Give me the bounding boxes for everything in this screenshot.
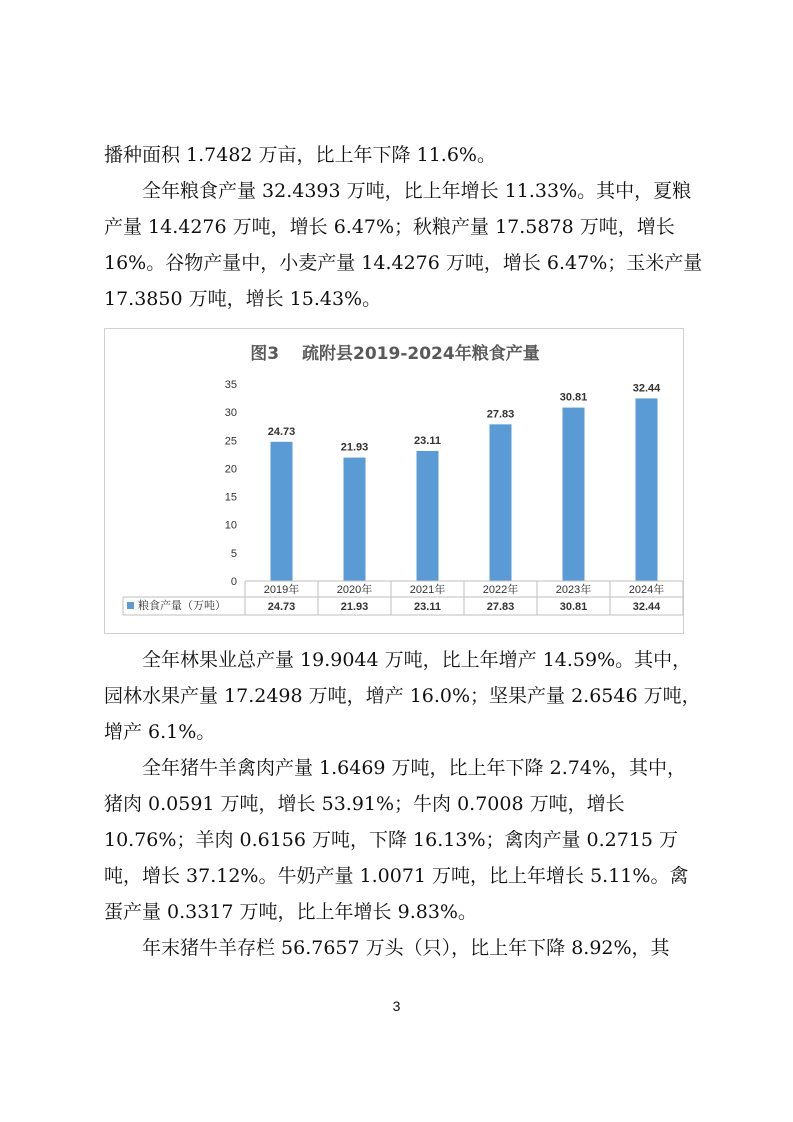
table-value: 32.44 xyxy=(632,601,661,613)
bar-2020 xyxy=(344,458,366,581)
table-value: 27.83 xyxy=(486,601,515,613)
y-tick-label: 20 xyxy=(224,463,237,476)
paragraph-meat-output: 全年猪牛羊禽肉产量 1.6469 万吨，比上年下降 2.74%，其中，猪肉 0.0591 万吨，增长 53.91%；牛肉 0.7008 万吨，增长 10.76%；羊肉 0.6156 万吨，下降 16.13%；禽肉产量 0.2715 万吨，增长 37.12%。牛奶产量 1.0071 万吨，比上年增长 5.11%。禽蛋产量 0.3317 万吨，比上年增长 9.83%。 xyxy=(104,757,689,923)
x-tick-label: 2022年 xyxy=(482,584,519,596)
data-label: 24.73 xyxy=(267,425,296,438)
x-tick-label: 2021年 xyxy=(409,584,446,596)
bar-2024 xyxy=(636,398,658,581)
paragraph-grain-output: 全年粮食产量 32.4393 万吨，比上年增长 11.33%。其中，夏粮产量 14.4276 万吨，增长 6.47%；秋粮产量 17.5878 万吨，增长 16%。谷物产量中，小麦产量 14.4276 万吨，增长 6.47%；玉米产量 17.3850 万吨，增长 15.43%。 xyxy=(104,180,703,310)
bar-2022 xyxy=(490,424,512,581)
data-label: 32.44 xyxy=(632,382,661,395)
y-tick-label: 0 xyxy=(230,576,237,588)
y-tick-label: 35 xyxy=(224,379,237,391)
y-tick-label: 5 xyxy=(230,547,237,560)
table-value: 21.93 xyxy=(340,601,369,613)
data-label: 21.93 xyxy=(340,441,369,454)
bar-2023 xyxy=(563,408,585,581)
table-value: 24.73 xyxy=(267,601,296,613)
page-number: 3 xyxy=(392,998,401,1014)
y-tick-label: 10 xyxy=(224,519,237,532)
x-tick-label: 2024年 xyxy=(628,584,665,596)
table-value: 23.11 xyxy=(414,601,441,613)
paragraph-sown-area: 播种面积 1.7482 万亩，比上年下降 11.6%。 xyxy=(104,144,496,166)
chart-title: 图3 疏附县2019-2024年粮食产量 xyxy=(250,344,540,364)
legend-swatch xyxy=(127,602,134,609)
paragraph-livestock-stock: 年末猪牛羊存栏 56.7657 万头（只），比上年下降 8.92%，其 xyxy=(142,937,670,959)
data-label: 23.11 xyxy=(414,434,441,447)
x-tick-label: 2020年 xyxy=(336,584,373,596)
data-label: 27.83 xyxy=(486,408,515,421)
data-label: 30.81 xyxy=(559,391,588,404)
y-tick-label: 30 xyxy=(224,407,237,420)
bar-2019 xyxy=(271,442,293,581)
table-value: 30.81 xyxy=(559,601,588,613)
chart-canvas xyxy=(105,329,685,635)
legend-series-name: 粮食产量（万吨） xyxy=(138,600,226,612)
x-tick-label: 2023年 xyxy=(555,584,592,596)
y-tick-label: 25 xyxy=(224,435,237,448)
x-tick-label: 2019年 xyxy=(263,584,300,596)
grain-output-chart xyxy=(104,328,684,634)
bar-2021 xyxy=(417,451,439,581)
paragraph-forestry-fruit: 全年林果业总产量 19.9044 万吨，比上年增产 14.59%。其中，园林水果产量 17.2498 万吨，增产 16.0%；坚果产量 2.6546 万吨，增产 6.1%。 xyxy=(104,649,701,743)
y-tick-label: 15 xyxy=(224,491,237,504)
